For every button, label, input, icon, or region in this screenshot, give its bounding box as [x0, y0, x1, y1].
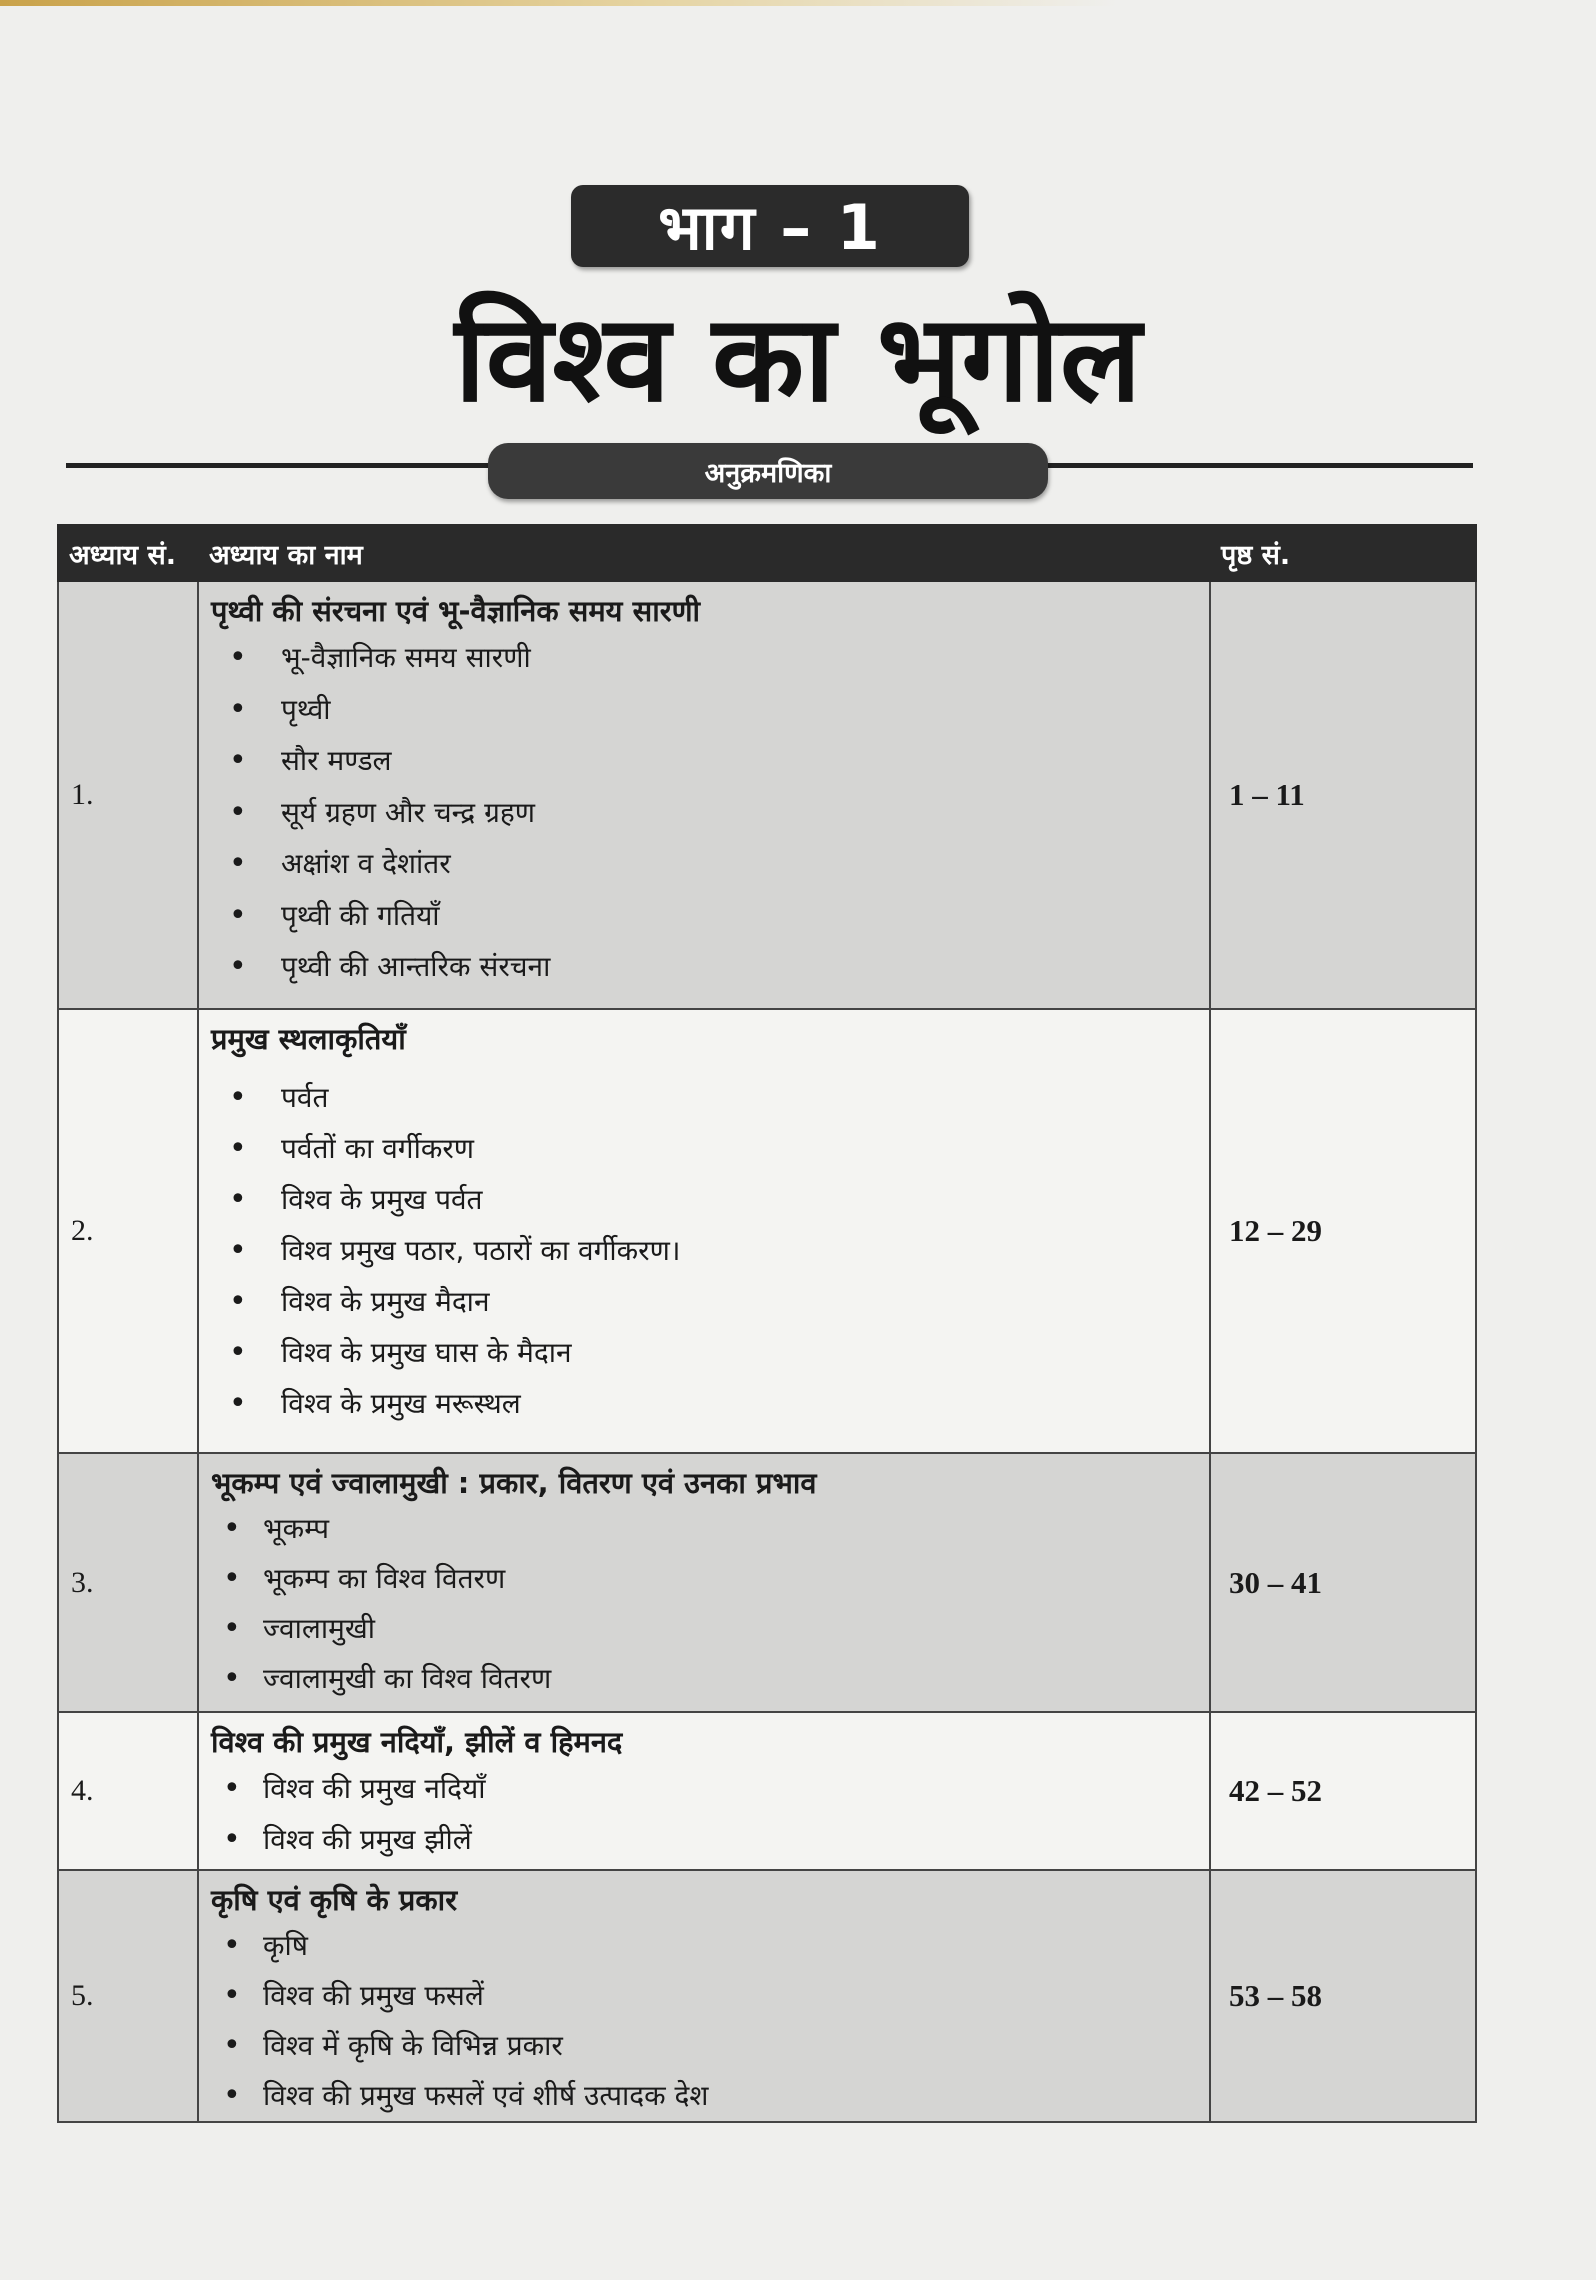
- list-item: • विश्व की प्रमुख फसलें एवं शीर्ष उत्पादक देश: [263, 2071, 1197, 2121]
- list-item: • भूकम्प का विश्व वितरण: [263, 1554, 1197, 1604]
- list-item: • विश्व के प्रमुख पर्वत: [281, 1174, 1197, 1225]
- list-item: • विश्व के प्रमुख मरूस्थल: [281, 1378, 1197, 1429]
- chapter-content: [198, 1009, 1210, 1453]
- chapter-title: प्रमुख स्थलाकृतियाँ: [211, 1022, 406, 1056]
- topic-list: [211, 1763, 1197, 1865]
- topic-list: [211, 1072, 1197, 1429]
- list-item: • भू-वैज्ञानिक समय सारणी: [281, 632, 1197, 684]
- page-range: 12 – 29: [1210, 1009, 1476, 1453]
- list-item: • कृषि: [263, 1921, 1197, 1971]
- header-chapter-name: अध्याय का नाम: [198, 525, 1210, 581]
- page-title: विश्व का भूगोल: [454, 290, 1142, 429]
- list-item: • पर्वत: [281, 1072, 1197, 1123]
- chapter-content: [198, 581, 1210, 1009]
- list-item: • विश्व की प्रमुख नदियाँ: [263, 1763, 1197, 1814]
- list-item: • विश्व के प्रमुख घास के मैदान: [281, 1327, 1197, 1378]
- page-edge: [0, 0, 1596, 6]
- page-range: 53 – 58: [1210, 1870, 1476, 2122]
- chapter-content: [198, 1453, 1210, 1712]
- list-item: • ज्वालामुखी का विश्व वितरण: [263, 1654, 1197, 1704]
- table-row: [58, 1453, 1476, 1712]
- table-row: [58, 1870, 1476, 2122]
- chapter-number: 1.: [58, 581, 198, 1009]
- list-item: • विश्व में कृषि के विभिन्न प्रकार: [263, 2021, 1197, 2071]
- header-page-no: पृष्ठ सं.: [1210, 525, 1476, 581]
- list-item: • ज्वालामुखी: [263, 1604, 1197, 1654]
- table-header-row: [58, 525, 1476, 581]
- list-item: • सौर मण्डल: [281, 735, 1197, 787]
- chapter-title: पृथ्वी की संरचना एवं भू-वैज्ञानिक समय सारणी: [211, 594, 701, 628]
- list-item: • अक्षांश व देशांतर: [281, 838, 1197, 890]
- list-item: • पृथ्वी की गतियाँ: [281, 890, 1197, 942]
- list-item: • विश्व के प्रमुख मैदान: [281, 1276, 1197, 1327]
- chapter-number: 2.: [58, 1009, 198, 1453]
- page-range: 30 – 41: [1210, 1453, 1476, 1712]
- header-chapter-no: अध्याय सं.: [58, 525, 198, 581]
- part-badge: भाग – 1: [571, 185, 969, 267]
- table-row: [58, 1009, 1476, 1453]
- chapter-title: भूकम्प एवं ज्वालामुखी : प्रकार, वितरण एवं उनका प्रभाव: [211, 1466, 817, 1500]
- page-range: 42 – 52: [1210, 1712, 1476, 1870]
- chapter-title: कृषि एवं कृषि के प्रकार: [211, 1883, 458, 1917]
- page-range: 1 – 11: [1210, 581, 1476, 1009]
- list-item: • पर्वतों का वर्गीकरण: [281, 1123, 1197, 1174]
- chapter-content: [198, 1712, 1210, 1870]
- list-item: • पृथ्वी: [281, 684, 1197, 736]
- chapter-content: [198, 1870, 1210, 2122]
- list-item: • भूकम्प: [263, 1504, 1197, 1554]
- list-item: • विश्व प्रमुख पठार, पठारों का वर्गीकरण।: [281, 1225, 1197, 1276]
- contents-table: [57, 524, 1477, 2123]
- table-row: [58, 581, 1476, 1009]
- index-label: अनुक्रमणिका: [488, 443, 1048, 499]
- chapter-title: विश्व की प्रमुख नदियाँ, झीलें व हिमनद: [211, 1725, 623, 1759]
- list-item: • सूर्य ग्रहण और चन्द्र ग्रहण: [281, 787, 1197, 839]
- list-item: • विश्व की प्रमुख फसलें: [263, 1971, 1197, 2021]
- list-item: • पृथ्वी की आन्तरिक संरचना: [281, 941, 1197, 993]
- table-row: [58, 1712, 1476, 1870]
- chapter-number: 5.: [58, 1870, 198, 2122]
- topic-list: [211, 1504, 1197, 1704]
- chapter-number: 4.: [58, 1712, 198, 1870]
- chapter-number: 3.: [58, 1453, 198, 1712]
- topic-list: [211, 632, 1197, 993]
- list-item: • विश्व की प्रमुख झीलें: [263, 1814, 1197, 1865]
- topic-list: [211, 1921, 1197, 2121]
